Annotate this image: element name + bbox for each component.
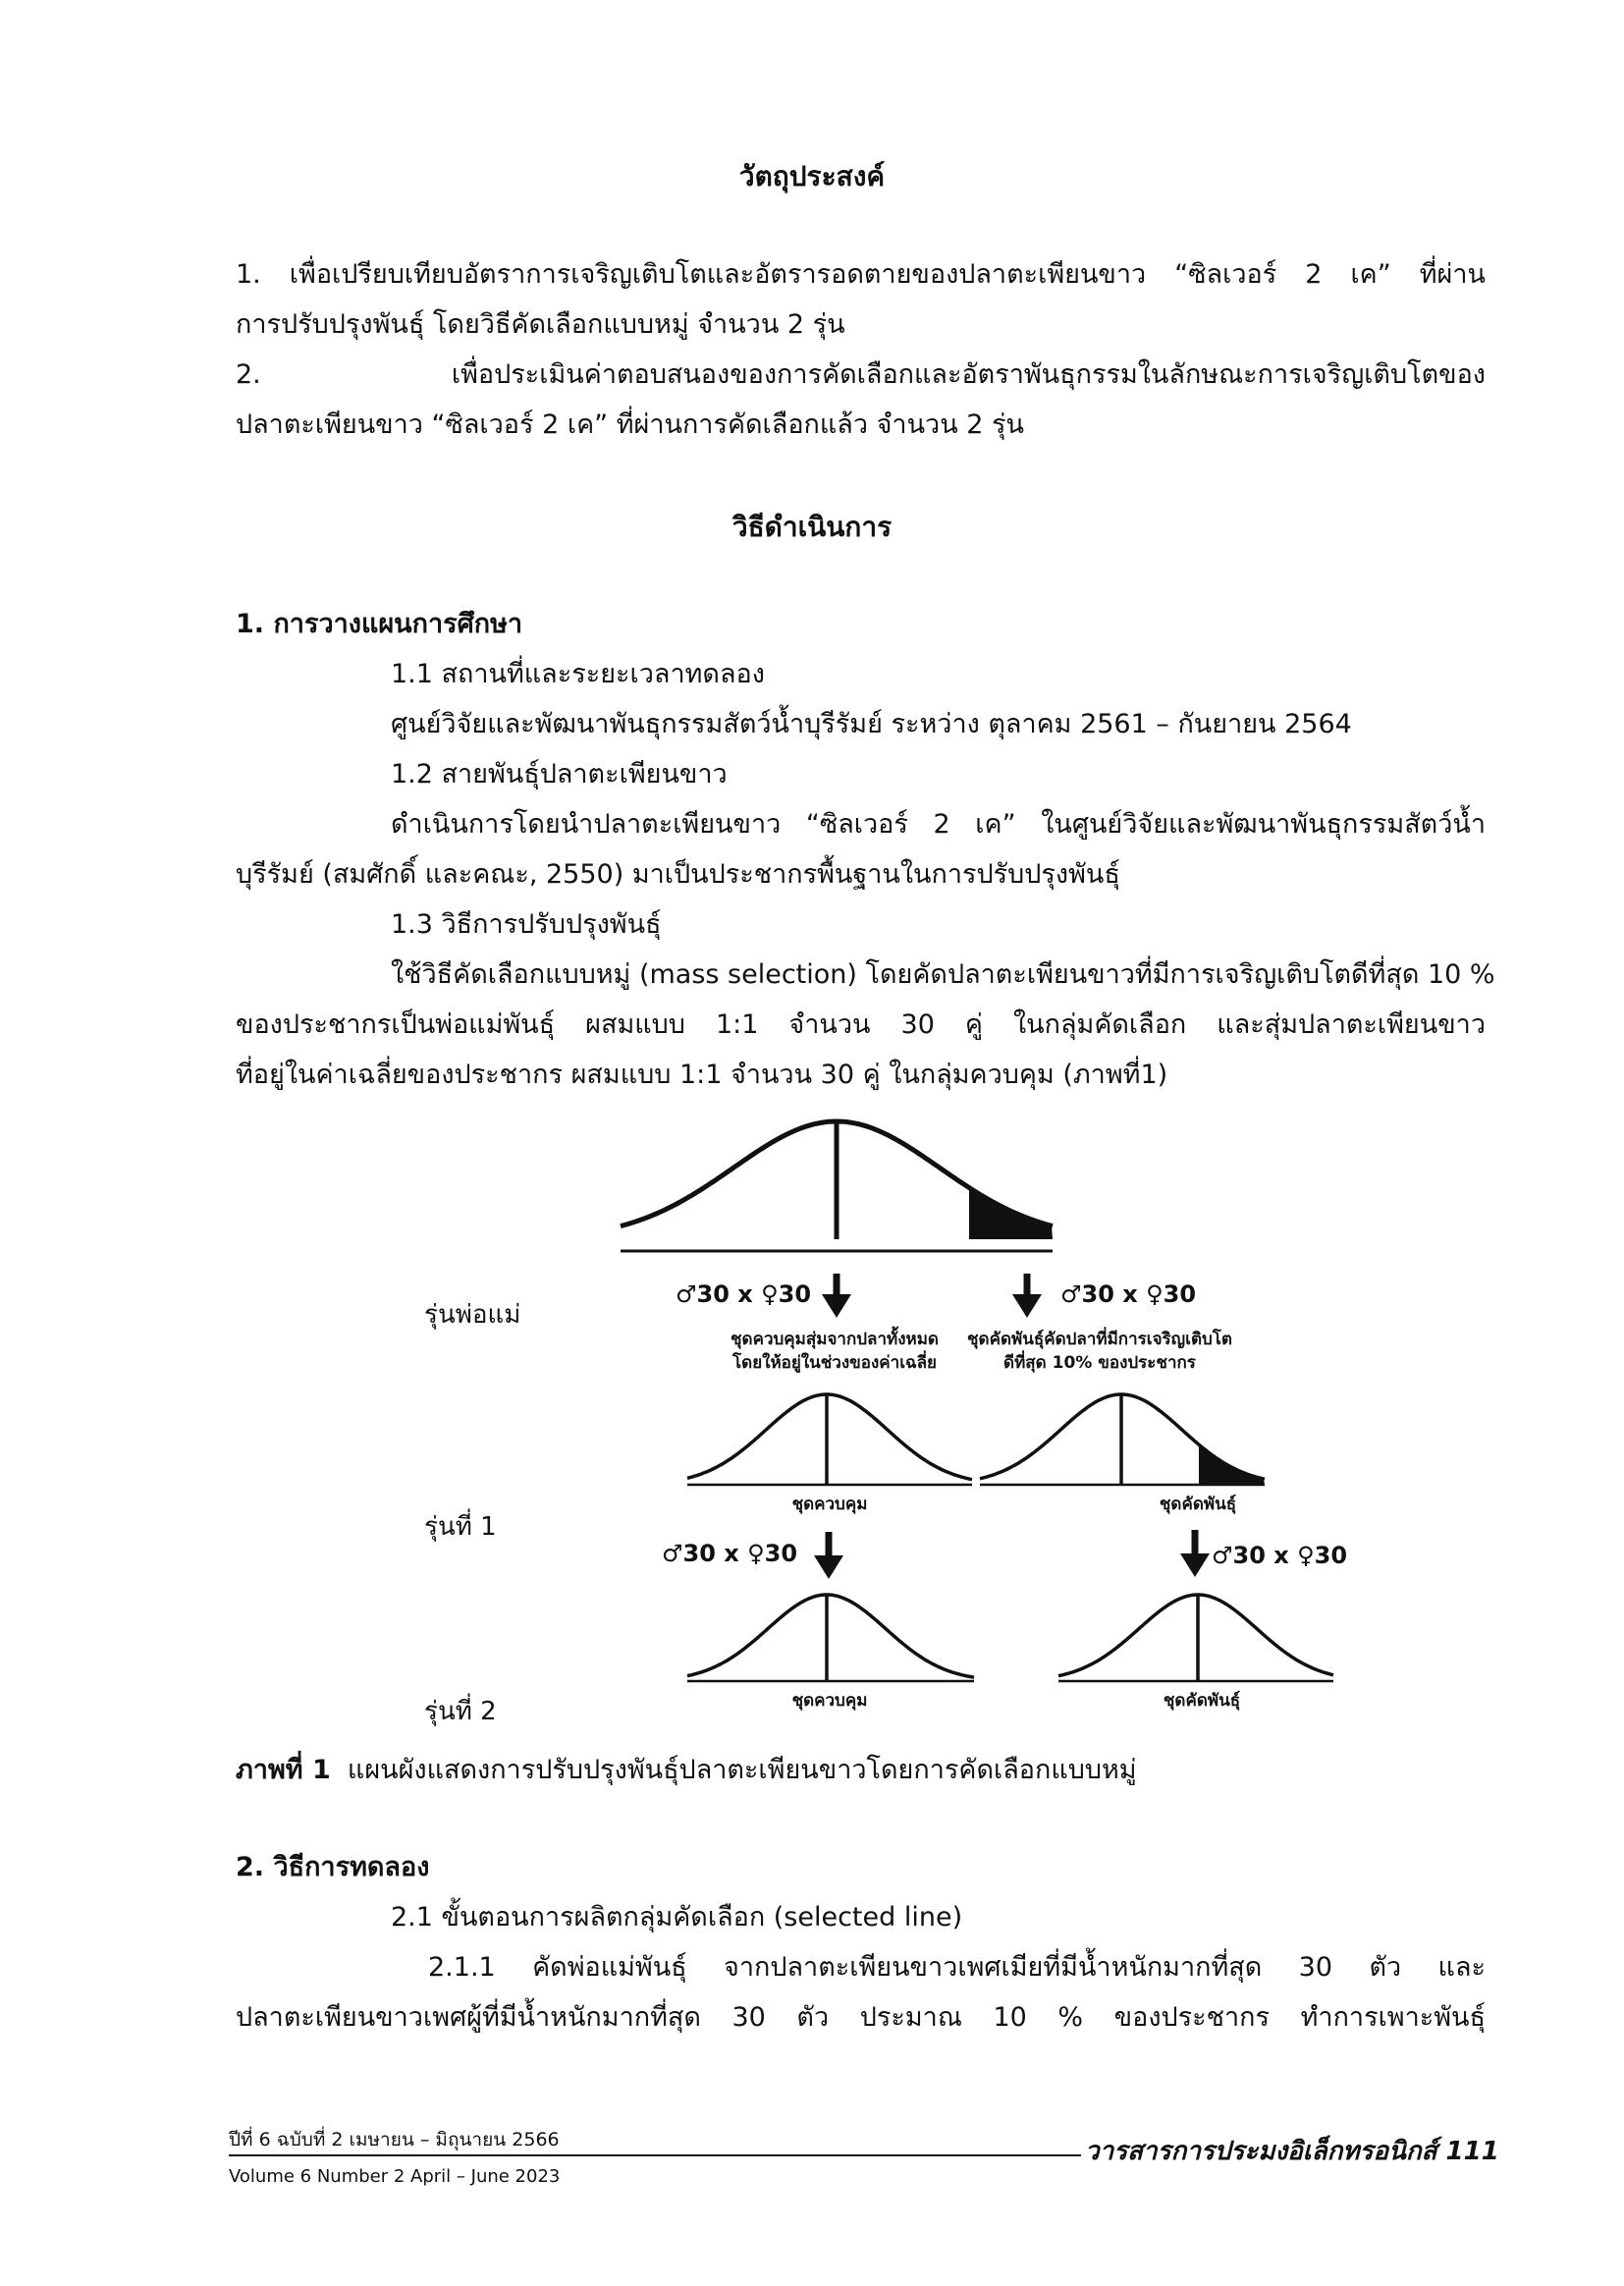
control-note: ชุดควบคุมสุ่มจากปลาทั้งหมด โดยให้อยู่ในช่วงของค่าเฉลี่ย <box>731 1330 939 1373</box>
journal-name: วารสารการประมงอิเล็กทรอนิกส์ <box>1085 2137 1437 2166</box>
footer-journal <box>1085 2131 1499 2171</box>
section-1-2-text-line-1: ดำเนินการโดยนำปลาตะเพียนขาว “ซิลเวอร์ 2 เค” ในศูนย์วิจัยและพัฒนาพันธุกรรมสัตว์น้ำ <box>391 809 1486 840</box>
section-1-title: 1. การวางแผนการศึกษา <box>236 609 523 639</box>
section-1-3-text-line-2: ของประชากรเป็นพ่อแม่พันธุ์ ผสมแบบ 1:1 จำนวน 30 คู่ ในกลุ่มคัดเลือก และสุ่มปลาตะเพียนขาว <box>236 1009 1486 1040</box>
objective-1-line-1: 1. เพื่อเปรียบเทียบอัตราการเจริญเติบโตและอัตรารอดตายของปลาตะเพียนขาว “ซิลเวอร์ 2 เค” ที่ผ่าน <box>236 259 1486 290</box>
gen1-control-curve <box>687 1394 972 1485</box>
section-1-2-text-line-2: บุรีรัมย์ (สมศักดิ์ และคณะ, 2550) มาเป็นประชากรพื้นฐานในการปรับปรุงพันธุ์ <box>236 859 1120 890</box>
section-2-1-1-text-line-2: ปลาตะเพียนขาวเพศผู้ที่มีน้ำหนักมากที่สุด 30 ตัว ประมาณ 10 % ของประชากร ทำการเพาะพันธุ์ <box>236 2002 1486 2033</box>
arrow-to-control-gen2 <box>814 1532 843 1579</box>
row-label-gen2: รุ่นที่ 2 <box>424 1697 497 1726</box>
row-label-gen1: รุ่นที่ 1 <box>424 1512 497 1542</box>
gen2-control-curve <box>687 1595 974 1681</box>
section-2-title: 2. วิธีการทดลอง <box>236 1852 430 1882</box>
gen2-selected-label: ชุดคัดพันธุ์ <box>1163 1691 1241 1711</box>
gen1-selected-label: ชุดคัดพันธุ์ <box>1159 1495 1237 1514</box>
objective-2-line-1: 2. เพื่อประเมินค่าตอบสนองของการคัดเลือกและอัตราพันธุกรรมในลักษณะการเจริญเติบโตของ <box>236 359 1486 390</box>
methods-heading: วิธีดำเนินการ <box>731 511 893 543</box>
arrow-to-control-gen1 <box>822 1274 851 1318</box>
cross-control-gen1: ♂30 x ♀30 <box>662 1540 798 1567</box>
page-number: 111 <box>1445 2137 1499 2166</box>
figure-1-caption <box>236 1748 1137 1790</box>
section-1-2-title: 1.2 สายพันธุ์ปลาตะเพียนขาว <box>391 759 728 789</box>
gen2-control-label: ชุดควบคุม <box>791 1691 868 1711</box>
row-label-parents: รุ่นพ่อแม่ <box>424 1300 521 1330</box>
arrow-to-selected-gen1 <box>1012 1274 1042 1318</box>
section-1-3-text-line-1: ใช้วิธีคัดเลือกแบบหมู่ (mass selection) โดยคัดปลาตะเพียนขาวที่มีการเจริญเติบโตดีที่สุด 10 % <box>391 959 1495 990</box>
section-1-3-text-line-3: ที่อยู่ในค่าเฉลี่ยของประชากร ผสมแบบ 1:1 จำนวน 30 คู่ ในกลุ่มควบคุม (ภาพที่1) <box>236 1060 1168 1090</box>
cross-selected-gen1: ♂30 x ♀30 <box>1212 1542 1348 1569</box>
objective-1-line-2: การปรับปรุงพันธุ์ โดยวิธีคัดเลือกแบบหมู่ จำนวน 2 รุ่น <box>236 309 845 340</box>
section-1-3-title: 1.3 วิธีการปรับปรุงพันธุ์ <box>391 909 662 940</box>
objectives-heading: วัตถุประสงค์ <box>738 160 886 192</box>
footer-issue-thai: ปีที่ 6 ฉบับที่ 2 เมษายน – มิถุนายน 2566 <box>229 2129 560 2150</box>
section-1-1-title: 1.1 สถานที่และระยะเวลาทดลอง <box>391 659 765 689</box>
cross-control-parents: ♂30 x ♀30 <box>676 1280 812 1308</box>
cross-selected-parents: ♂30 x ♀30 <box>1060 1280 1197 1308</box>
parent-distribution-curve <box>621 1121 1053 1239</box>
footer-rule <box>229 2154 1081 2156</box>
selected-note: ชุดคัดพันธุ์คัดปลาที่มีการเจริญเติบโต ดีที่สุด 10% ของประชากร <box>967 1330 1232 1373</box>
objective-2-line-2: ปลาตะเพียนขาว “ซิลเวอร์ 2 เค” ที่ผ่านการคัดเลือกแล้ว จำนวน 2 รุ่น <box>236 409 1024 440</box>
section-2-1-1-text-line-1: 2.1.1 คัดพ่อแม่พันธุ์ จากปลาตะเพียนขาวเพศเมียที่มีน้ำหนักมากที่สุด 30 ตัว และ <box>428 1952 1486 1983</box>
caption-text: แผนผังแสดงการปรับปรุงพันธุ์ปลาตะเพียนขาวโดยการคัดเลือกแบบหมู่ <box>347 1755 1137 1785</box>
gen2-selected-curve <box>1058 1595 1333 1681</box>
footer-issue-english: Volume 6 Number 2 April – June 2023 <box>229 2166 561 2187</box>
caption-label: ภาพที่ 1 <box>236 1755 331 1785</box>
gen1-selected-curve <box>980 1394 1265 1485</box>
gen1-control-label: ชุดควบคุม <box>791 1495 868 1514</box>
section-1-1-text: ศูนย์วิจัยและพัฒนาพันธุกรรมสัตว์น้ำบุรีรัมย์ ระหว่าง ตุลาคม 2561 – กันยายน 2564 <box>391 709 1352 739</box>
arrow-to-selected-gen2 <box>1180 1530 1210 1577</box>
section-2-1-title: 2.1 ขั้นตอนการผลิตกลุ่มคัดเลือก (selected line) <box>391 1902 963 1932</box>
